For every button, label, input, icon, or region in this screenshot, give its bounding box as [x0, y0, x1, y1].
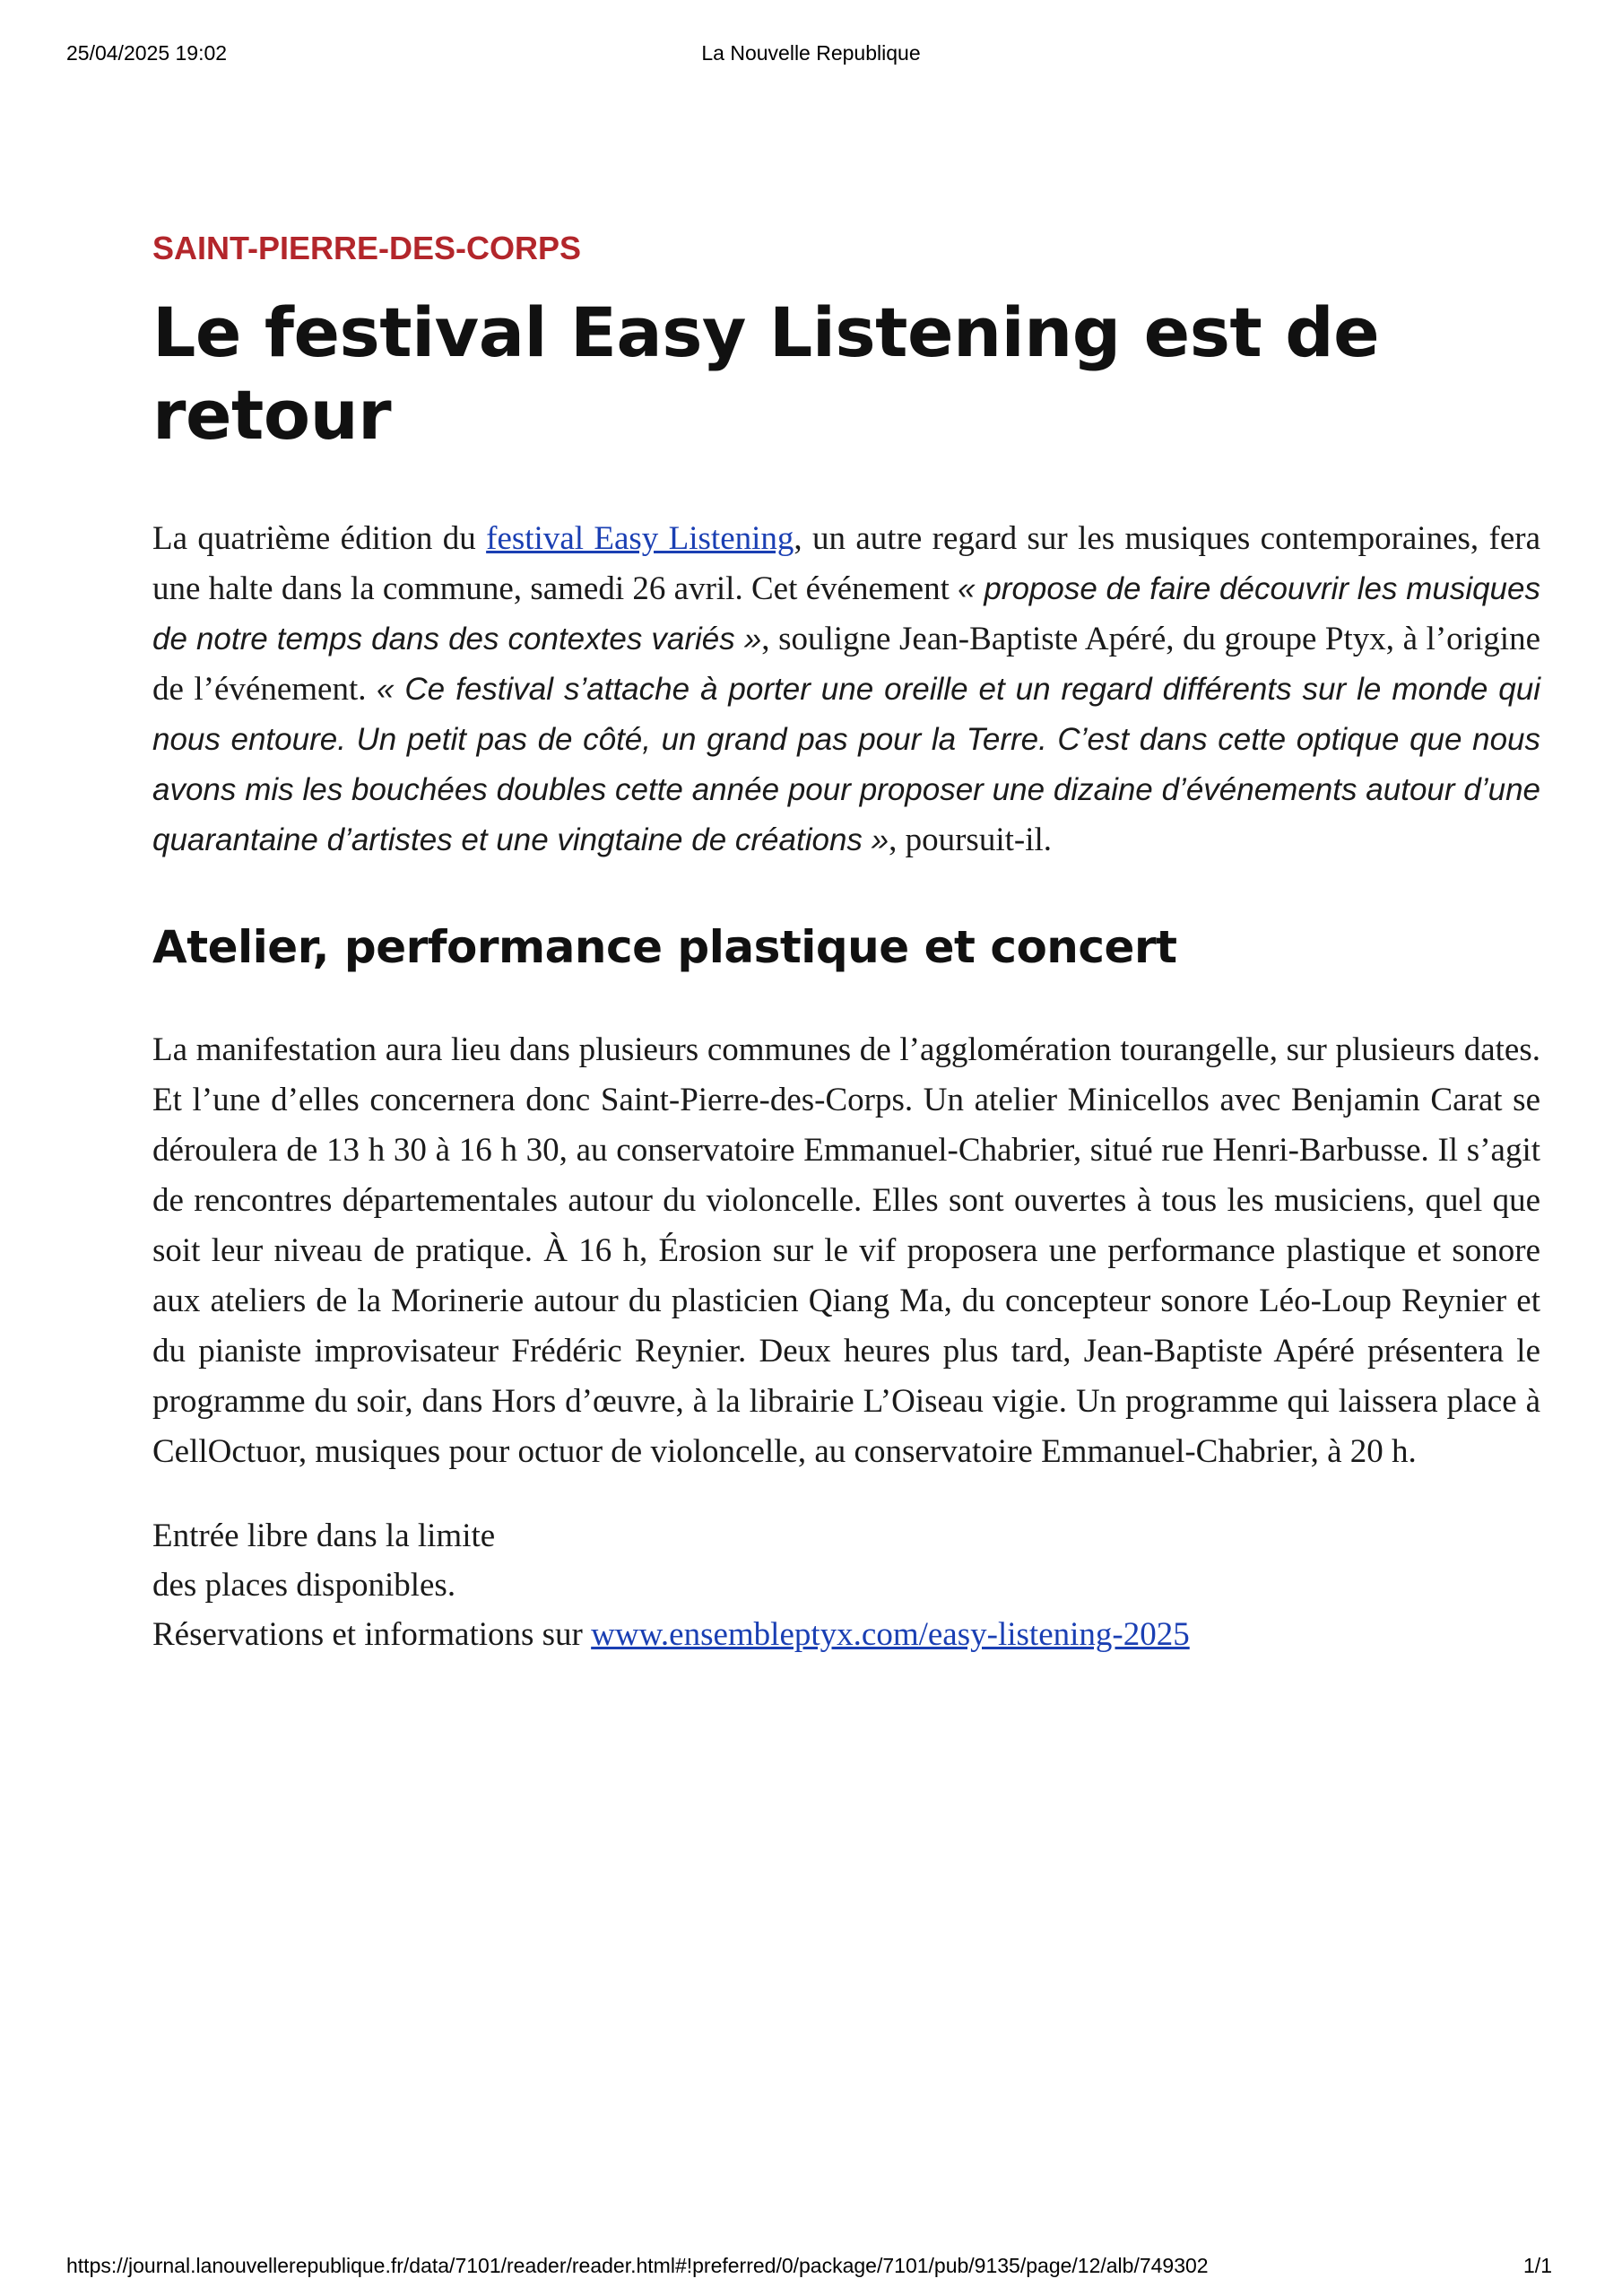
- intro-paragraph: [152, 514, 1540, 865]
- info-line-1: Entrée libre dans la limite: [152, 1518, 496, 1554]
- intro-quote-2: « Ce festival s’attache à porter une oreille et un regard différents sur le monde qui nous entoure. Un petit pas de côté, un grand pas pour la Terre. C’est dans cette optique que nous avons mis les bouchées doubles cette année pour proposer une dizaine d’événements autour d’une quarantaine d’artistes et une vingtaine de créations »: [152, 672, 1540, 857]
- info-line-2: des places disponibles.: [152, 1567, 456, 1604]
- practical-info: [152, 1511, 1540, 1659]
- print-site-name: La Nouvelle Republique: [701, 41, 921, 65]
- article-subheading: Atelier, performance plastique et concert: [152, 921, 1177, 973]
- info-line-3-text: Réservations et informations sur: [152, 1616, 592, 1653]
- reservation-link[interactable]: www.ensembleptyx.com/easy-listening-2025: [591, 1616, 1190, 1653]
- intro-text-1: La quatrième édition du: [152, 520, 487, 557]
- print-datetime: 25/04/2025 19:02: [66, 41, 228, 65]
- intro-text-3: , souligne Jean-Baptiste Apéré, du groupe Ptyx, à l’origine de l’événement.: [152, 621, 1540, 708]
- print-url: https://journal.lanouvellerepublique.fr/data/7101/reader/reader.html#!preferred/0/package/7101/pub/9135/page/12/alb/749302: [66, 2254, 1209, 2277]
- info-line-3: [152, 1610, 1540, 1659]
- intro-text-2: , un autre regard sur les musiques contemporaines, fera une halte dans la commune, samedi 26 avril. Cet événement: [152, 520, 1540, 607]
- article-title: Le festival Easy Listening est de retour: [152, 292, 1380, 455]
- intro-text-4: , poursuit-il.: [889, 822, 1053, 858]
- article: [152, 229, 1540, 1659]
- article-kicker: SAINT-PIERRE-DES-CORPS: [152, 230, 582, 266]
- intro-quote-1: « propose de faire découvrir les musiques de notre temps dans des contextes variés »: [152, 571, 1540, 657]
- festival-link[interactable]: festival Easy Listening: [486, 520, 794, 557]
- print-page-count: 1/1: [1523, 2254, 1552, 2277]
- print-footer: [0, 2254, 1622, 2281]
- body-paragraph: La manifestation aura lieu dans plusieurs communes de l’agglomération tourangelle, sur plusieurs dates. Et l’une d’elles concernera donc Saint-Pierre-des-Corps. Un atelier Minicellos avec Benjamin Carat se déroulera de 13 h 30 à 16 h 30, au conservatoire Emmanuel-Chabrier, situé rue Henri-Barbusse. Il s’agit de rencontres départementales autour du violoncelle. Elles sont ouvertes à tous les musiciens, quel que soit leur niveau de pratique. À 16 h, Érosion sur le vif proposera une performance plastique et sonore aux ateliers de la Morinerie autour du plasticien Qiang Ma, du concepteur sonore Léo-Loup Reynier et du pianiste improvisateur Frédéric Reynier. Deux heures plus tard, Jean-Baptiste Apéré présentera le programme du soir, dans Hors d’œuvre, à la librairie L’Oiseau vigie. Un programme qui laissera place à CellOctuor, musiques pour octuor de violoncelle, au conservatoire Emmanuel-Chabrier, à 20 h.: [152, 1031, 1540, 1470]
- print-header: [0, 41, 1622, 68]
